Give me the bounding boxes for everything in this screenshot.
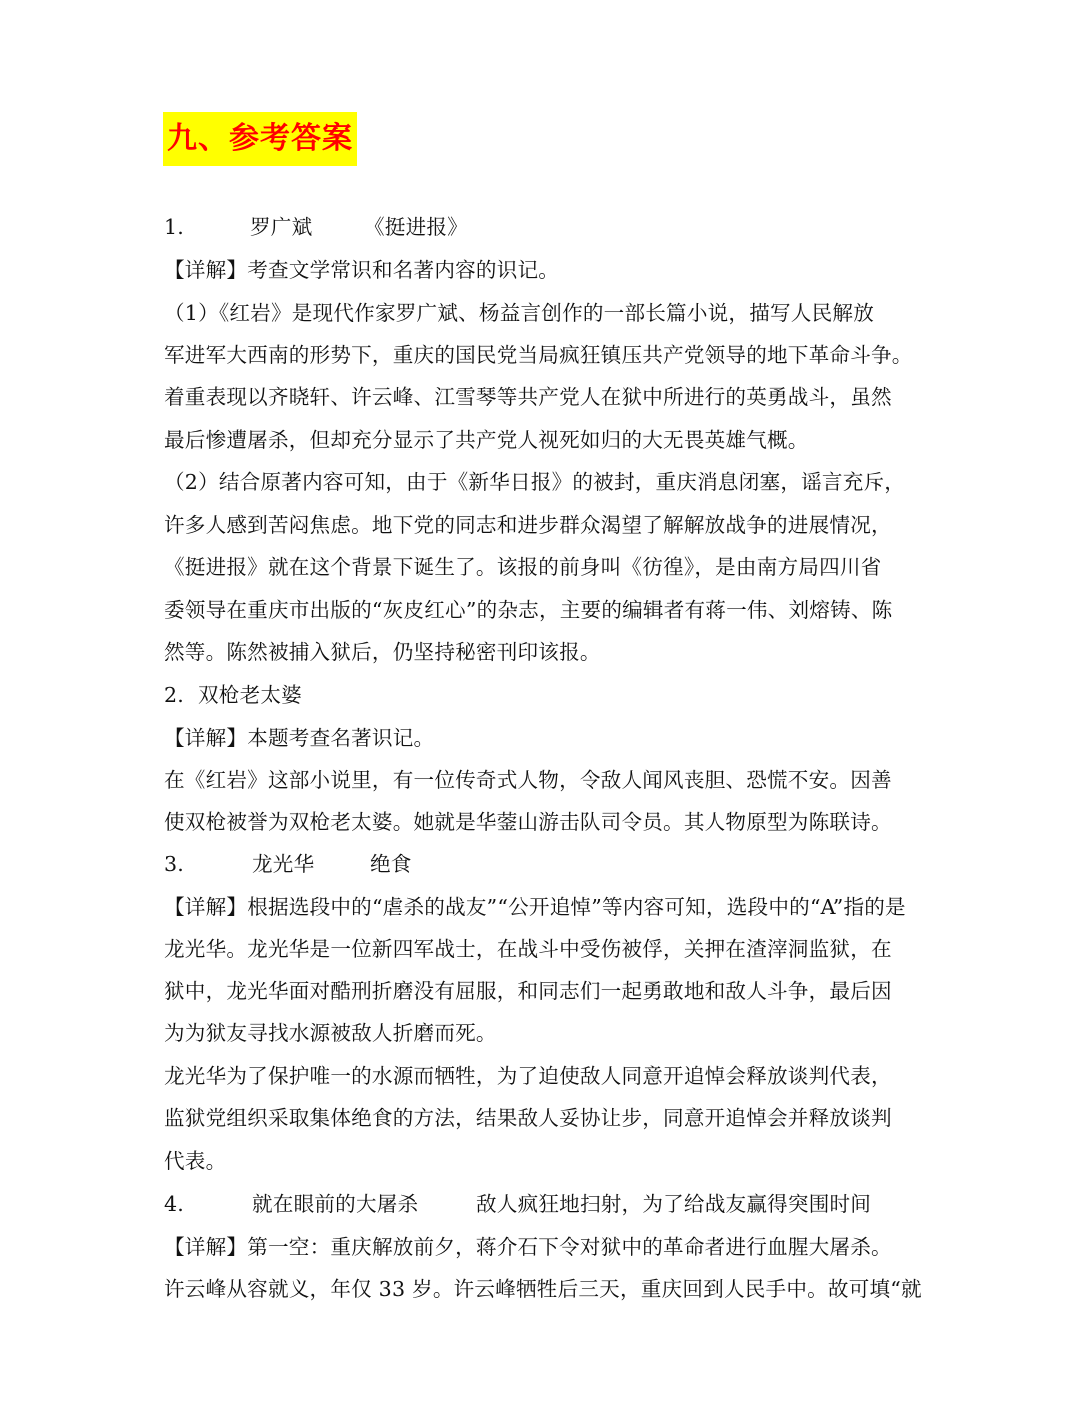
- answer-number: 2.: [164, 683, 185, 707]
- paragraph-line: 龙光华为了保护唯一的水源而牺牲，为了迫使敌人同意开追悼会释放谈判代表，: [164, 1064, 892, 1088]
- paragraph-line: 龙光华。龙光华是一位新四军战士，在战斗中受伤被俘，关押在渣滓洞监狱，在: [164, 937, 892, 961]
- detail-text: 本题考查名著识记。: [247, 726, 435, 750]
- detail-label: 【详解】: [164, 258, 248, 282]
- detail-text: 第一空：重庆解放前夕，蒋介石下令对狱中的革命者进行血腥大屠杀。: [247, 1235, 892, 1259]
- paragraph-line: 许云峰从容就义，年仅 33 岁。许云峰牺牲后三天，重庆回到人民手中。故可填“就: [164, 1277, 922, 1301]
- detail-line: [164, 249, 559, 291]
- answer-part: 双枪老太婆: [198, 683, 302, 707]
- paragraph-line: 在《红岩》这部小说里，有一位传奇式人物，令敌人闻风丧胆、恐慌不安。因善: [164, 768, 892, 792]
- answer-number: 4.: [164, 1192, 185, 1216]
- paragraph-line: 监狱党组织采取集体绝食的方法，结果敌人妥协让步，同意开追悼会并释放谈判: [164, 1106, 892, 1130]
- paragraph-line: 许多人感到苦闷焦虑。地下党的同志和进步群众渴望了解解放战争的进展情况，: [164, 513, 892, 537]
- detail-line: [164, 717, 434, 759]
- detail-label: 【详解】: [164, 895, 248, 919]
- paragraph-line: 狱中，龙光华面对酷刑折磨没有屈服，和同志们一起勇敢地和敌人斗争，最后因: [164, 979, 892, 1003]
- paragraph-line: 着重表现以齐晓轩、许云峰、江雪琴等共产党人在狱中所进行的英勇战斗，虽然: [164, 385, 892, 409]
- paragraph-line: 委领导在重庆市出版的“灰皮红心”的杂志，主要的编辑者有蒋一伟、刘熔铸、陈: [164, 598, 893, 622]
- detail-label: 【详解】: [164, 1235, 248, 1259]
- paragraph-line: （2）结合原著内容可知，由于《新华日报》的被封，重庆消息闭塞，谣言充斥，: [164, 470, 906, 494]
- paragraph-line: 代表。: [164, 1149, 227, 1173]
- answer-part: 敌人疯狂地扫射，为了给战友赢得突围时间: [476, 1192, 872, 1216]
- answer-part: 绝食: [370, 852, 412, 876]
- answer-number: 1.: [164, 215, 185, 239]
- paragraph-line: （1）《红岩》是现代作家罗广斌、杨益言创作的一部长篇小说，描写人民解放: [164, 301, 874, 325]
- paragraph-line: 然等。陈然被捕入狱后，仍坚持秘密刊印该报。: [164, 640, 601, 664]
- detail-line: [164, 886, 906, 928]
- paragraph-line: 使双枪被誉为双枪老太婆。她就是华蓥山游击队司令员。其人物原型为陈联诗。: [164, 810, 892, 834]
- paragraph-line: 军进军大西南的形势下，重庆的国民党当局疯狂镇压共产党领导的地下革命斗争。: [164, 343, 913, 367]
- paragraph-line: 最后惨遭屠杀，但却充分显示了共产党人视死如归的大无畏英雄气概。: [164, 428, 809, 452]
- detail-label: 【详解】: [164, 726, 248, 750]
- section-heading: 九、参考答案: [163, 112, 357, 166]
- answer-part: 龙光华: [252, 852, 315, 876]
- answer-part: 罗广斌: [250, 215, 313, 239]
- paragraph-line: 《挺进报》就在这个背景下诞生了。该报的前身叫《彷徨》，是由南方局四川省: [164, 555, 882, 579]
- answer-part: 就在眼前的大屠杀: [252, 1192, 419, 1216]
- paragraph-line: 为为狱友寻找水源被敌人折磨而死。: [164, 1021, 497, 1045]
- detail-line: [164, 1226, 892, 1268]
- detail-text: 根据选段中的“虐杀的战友”“公开追悼”等内容可知，选段中的“A”指的是: [247, 895, 906, 919]
- answer-number: 3.: [164, 852, 185, 876]
- detail-text: 考查文学常识和名著内容的识记。: [247, 258, 560, 282]
- answer-part: 《挺进报》: [364, 215, 468, 239]
